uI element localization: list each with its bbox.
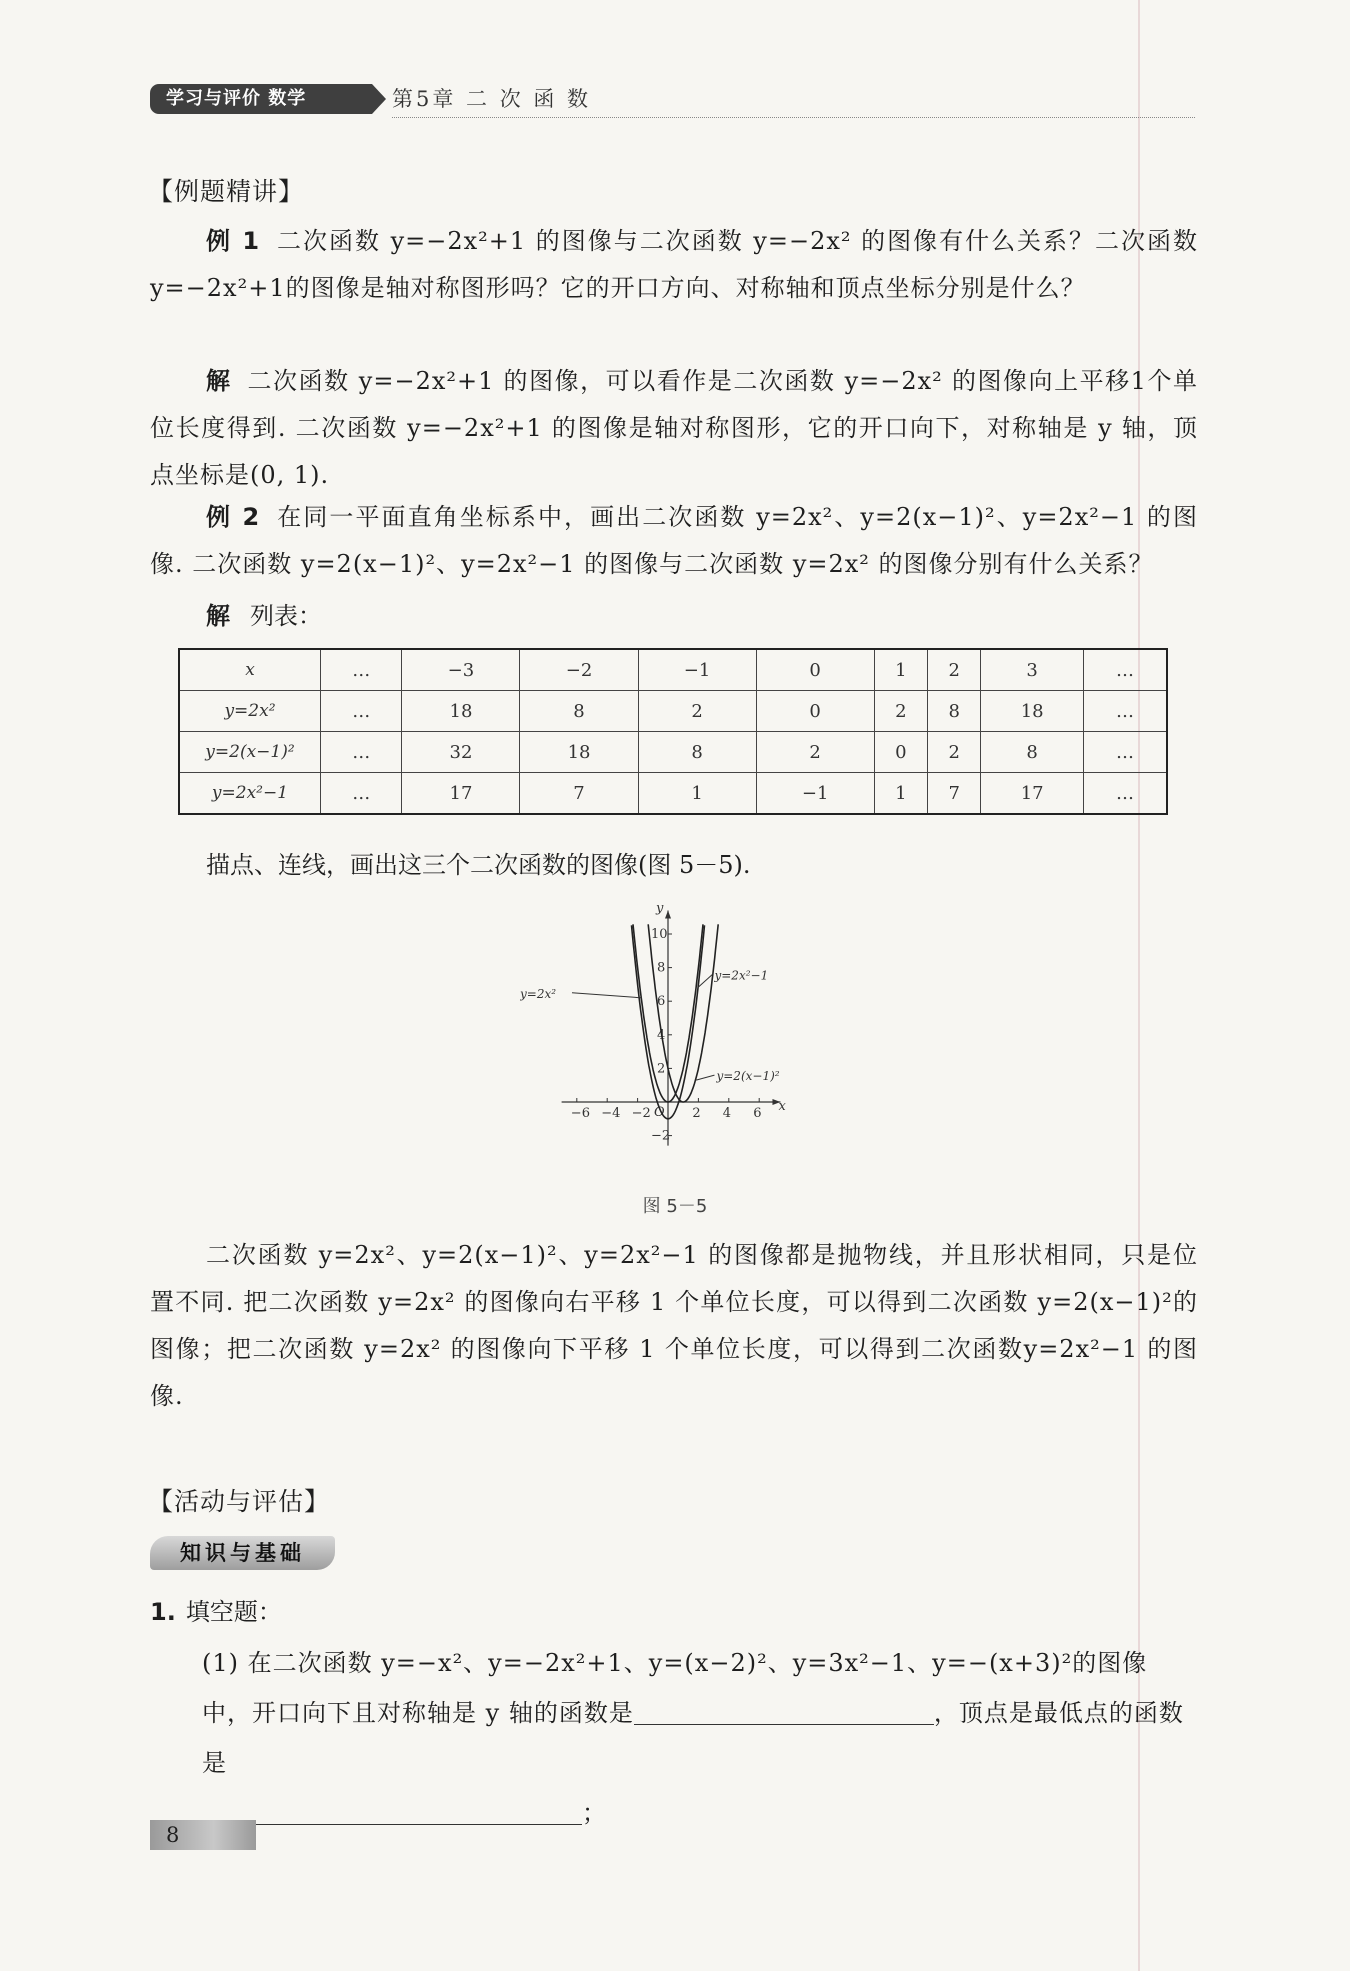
table-cell: 17 [981,773,1083,815]
y-axis-arrow [665,910,671,918]
knowledge-badge: 知识与基础 [150,1536,335,1570]
y-tick-label: 2 [657,1061,666,1077]
example2-question [150,494,1198,588]
table-cell: 0 [756,691,874,732]
x-tick-label: 4 [722,1106,732,1121]
table-cell: 7 [520,773,638,815]
table-cell: −1 [756,773,874,815]
curve-label-a-arrow [572,993,642,998]
table-cell: … [1083,649,1167,691]
curve-label-a: y=2x² [520,986,557,1001]
question1-title [150,1592,282,1627]
y-axis-label: y [656,901,664,917]
question1-title-text: 填空题： [185,1598,282,1626]
table-cell: 17 [402,773,520,815]
table-cell: 18 [520,732,638,773]
example2-label: 例 2 [206,503,261,531]
curve-label-c: y=2(x−1)² [716,1069,780,1084]
example1-answer [150,358,1198,499]
table-row-header: y=2(x−1)² [179,732,321,773]
table-cell: 2 [928,732,981,773]
example2-conclusion: 二次函数 y=2x²、y=2(x−1)²、y=2x²−1 的图像都是抛物线，并且形状相同，只是位置不同. 把二次函数 y=2x² 的图像向右平移 1 个单位长度，可以得到二次函数 y=2(x−1)²的图像；把二次函数 y=2x² 的图像向下平移 1 个单位长度，可以得到二次函数y=2x²−1 的图像. [150,1241,1198,1410]
table-cell: 1 [874,649,927,691]
table-cell: 18 [402,691,520,732]
plot-instruction: 描点、连线，画出这三个二次函数的图像(图 5－5). [206,851,751,879]
question1-part1 [202,1638,1197,1838]
page-header [150,84,1195,116]
table-cell: 8 [981,732,1083,773]
table-cell: 1 [638,773,756,815]
curve-label-c-arrow [696,1075,714,1080]
table-cell: … [321,773,402,815]
question1-part1-end: ； [582,1799,607,1827]
x-tick-label: −2 [631,1106,651,1121]
y-tick-label: 6 [657,994,666,1010]
page-number: 8 [150,1820,256,1850]
table-cell: 7 [928,773,981,815]
y-tick-label: −2 [651,1128,671,1144]
question1-number: 1. [150,1598,176,1626]
example1-answer-label: 解 [206,367,232,395]
table-cell: 2 [928,649,981,691]
table-cell: −1 [638,649,756,691]
table-cell: 2 [756,732,874,773]
origin-label: O [654,1105,665,1120]
answer-blank-2[interactable] [202,1800,582,1825]
question1-part1-text-b: ，顶点是最低点的函数是 [202,1699,1184,1777]
table-cell: … [321,691,402,732]
x-tick-label: −4 [601,1106,621,1121]
table-cell: 8 [520,691,638,732]
table-cell: 3 [981,649,1083,691]
table-row-header: x [179,649,321,691]
x-tick-label: 6 [753,1106,762,1121]
section-title-activity: 【活动与评估】 [148,1487,331,1516]
value-table [178,648,1168,815]
parabola-figure [520,888,820,1158]
table-row [179,649,1167,691]
table-cell: 0 [756,649,874,691]
section-title-examples: 【例题精讲】 [148,177,305,206]
table-cell: … [1083,732,1167,773]
figure-caption: 图 5－5 [642,1196,708,1217]
x-tick-label: −6 [570,1106,590,1121]
table-cell: … [321,732,402,773]
table-row-header: y=2x² [179,691,321,732]
example2-answer-label: 解 [206,602,230,630]
example1-answer-text: 二次函数 y=−2x²+1 的图像，可以看作是二次函数 y=−2x² 的图像向上平移1个单位长度得到. 二次函数 y=−2x²+1 的图像是轴对称图形，它的开口向下，对称轴是 y 轴，顶点坐标是(0, 1). [150,367,1198,489]
example1-label: 例 1 [206,227,261,255]
table-cell: 8 [638,732,756,773]
example2-question-text: 在同一平面直角坐标系中，画出二次函数 y=2x²、y=2(x−1)²、y=2x²−1 的图像. 二次函数 y=2(x−1)²、y=2x²−1 的图像与二次函数 y=2x² 的图像分别有什么关系？ [150,503,1198,578]
table-row [179,691,1167,732]
x-tick-label: 2 [692,1106,701,1121]
table-cell: … [321,649,402,691]
y-tick-label: 4 [657,1027,666,1043]
y-tick-label: 10 [651,927,668,942]
question1-part1-text-a: (1) 在二次函数 y=−x²、y=−2x²+1、y=(x−2)²、y=3x²−1、y=−(x+3)²的图像中，开口向下且对称轴是 y 轴的函数是 [202,1649,1148,1727]
table-cell: 18 [981,691,1083,732]
table-cell: −2 [520,649,638,691]
example1-question-text: 二次函数 y=−2x²+1 的图像与二次函数 y=−2x² 的图像有什么关系？二次函数y=−2x²+1的图像是轴对称图形吗？它的开口方向、对称轴和顶点坐标分别是什么？ [150,227,1198,302]
table-row [179,732,1167,773]
table-cell: 32 [402,732,520,773]
chapter-title: 第5章 二 次 函 数 [392,87,592,111]
x-axis-label: x [778,1099,786,1114]
example2-answer-intro-text: 列表： [250,602,322,630]
table-cell: 2 [874,691,927,732]
example1-question [150,218,1198,312]
table-cell: 1 [874,773,927,815]
book-tab: 学习与评价 数学 [150,84,372,114]
table-cell: … [1083,773,1167,815]
table-row-header: y=2x²−1 [179,773,321,815]
table-cell: … [1083,691,1167,732]
table-cell: 0 [874,732,927,773]
y-tick-label: 8 [657,960,666,976]
header-rule [392,117,1195,118]
table-cell: −3 [402,649,520,691]
table-cell: 8 [928,691,981,732]
answer-blank-1[interactable] [634,1700,934,1725]
table-row [179,773,1167,815]
curve-label-b: y=2x²−1 [714,968,769,983]
table-cell: 2 [638,691,756,732]
example2-answer-intro [206,596,322,631]
